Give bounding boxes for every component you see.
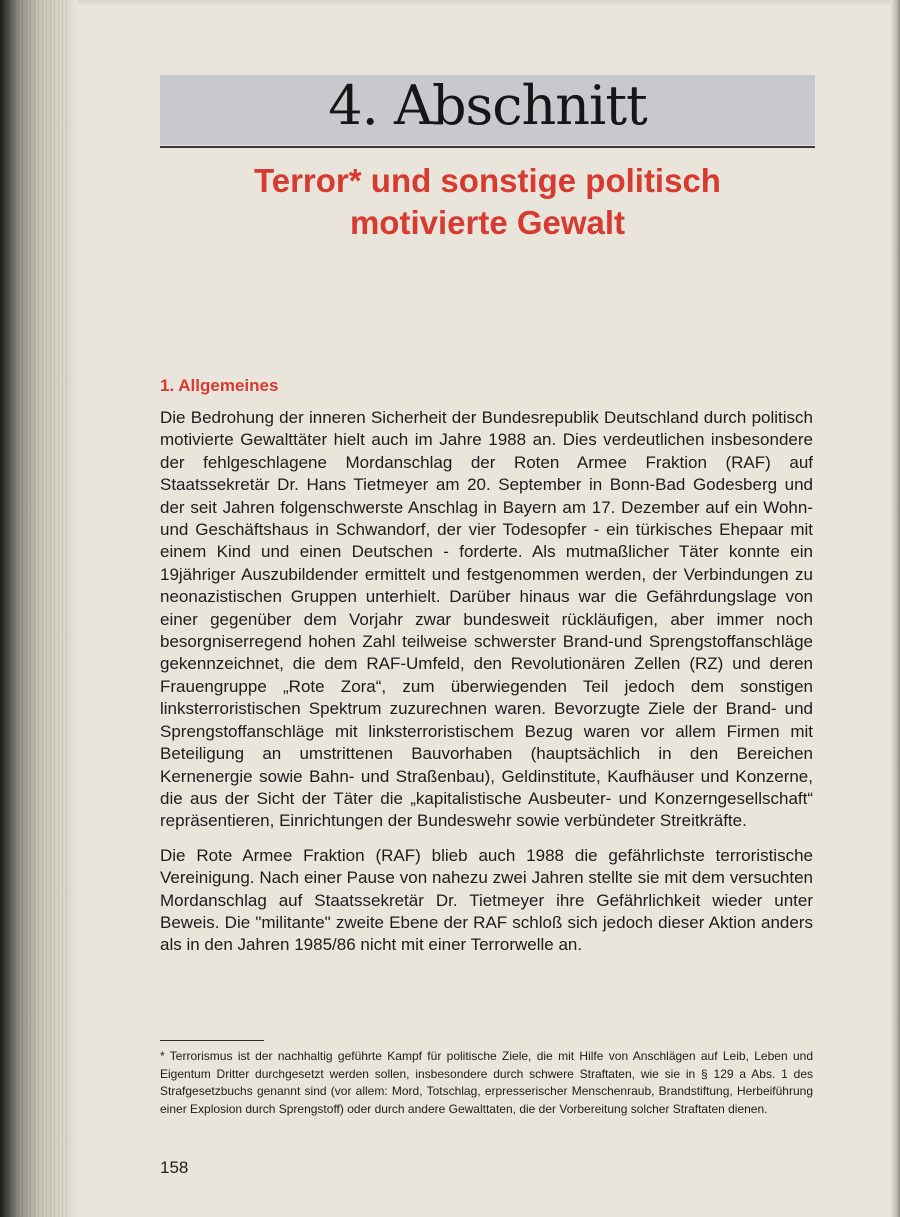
paragraph-1: Die Bedrohung der inneren Sicherheit der Bundesrepublik Deutschland durch politisch motivierte Gewalttäter hielt auch im Jahre 1988 an. Dies verdeutlichen insbesondere der fehlgeschlagene Mordanschlag der Roten Armee Fraktion (RAF) auf Staatssekretär Dr. Hans Tietmeyer am 20. September in Bonn-Bad Godesberg und der seit Jahren folgenschwerste Anschlag in Bayern am 17. Dezember auf ein Wohn- und Geschäftshaus in Schwandorf, der vier Todesopfer - ein türkisches Ehepaar mit einem Kind und einen Deutschen - forderte. Als mutmaßlicher Täter konnte ein 19jähriger Auszubildender ermittelt und festgenommen werden, der Verbindungen zu neonazistischen Gruppen unterhielt. Darüber hinaus war die Gefährdungslage von einer gegenüber dem Vorjahr zwar bundesweit rückläufigen, aber immer noch besorgniserregend hohen Zahl teilweise schwerster Brand-und Sprengstoffanschläge gekennzeichnet, die dem RAF-Umfeld, den Revolutionären Zellen (RZ) und deren Frauengruppe „Rote Zora“, zum überwiegenden Teil jedoch dem sonstigen linksterroristischen Spektrum zuzurechnen waren. Bevorzugte Ziele der Brand- und Sprengstoffanschläge mit linksterroristischem Bezug waren vor allem Firmen mit Beteiligung an umstrittenen Bauvorhaben (hauptsächlich in den Bereichen Kernenergie sowie Bahn- und Straßenbau), Geldinstitute, Kaufhäuser und Konzerne, die aus der Sicht der Täter die „kapitalistische Ausbeuter- und Konzerngesellschaft“ repräsentieren, Einrichtungen der Bundeswehr sowie verbündeter Streitkräfte. [160, 408, 813, 831]
chapter-headline [160, 160, 815, 244]
page-right-edge [890, 0, 900, 1217]
paragraph-2: Die Rote Armee Fraktion (RAF) blieb auch 1988 die gefährlichste terroristische Vereinigung. Nach einer Pause von nahezu zwei Jahren stellte sie mit dem versuchten Mordanschlag auf Staatssekretär Dr. Tietmeyer ihre Gefährlichkeit wieder unter Beweis. Die "militante" zweite Ebene der RAF schloß sich jedoch dieser Aktion anders als in den Jahren 1985/86 nicht mit einer Terrorwelle an. [160, 845, 813, 955]
chapter-title: 4. Abschnitt [328, 74, 647, 137]
book-spine-shadow [0, 0, 78, 1217]
chapter-divider [160, 146, 815, 148]
headline-line-1: Terror* und sonstige politisch [254, 162, 721, 199]
footnote-divider [160, 1040, 264, 1041]
headline-line-2: motivierte Gewalt [349, 204, 626, 241]
page-top-edge [0, 0, 900, 6]
page-number: 158 [160, 1158, 189, 1177]
section-heading: 1. Allgemeines [160, 376, 279, 395]
body-text [160, 407, 813, 969]
page-edge-lines [14, 0, 70, 1217]
footnote: * Terrorismus ist der nachhaltig geführte Kampf für politische Ziele, die mit Hilfe von Anschlägen auf Leib, Leben und Eigentum Dritter durchgesetzt werden sollen, insbesondere durch schwere Straftaten, wie sie in § 129 a Abs. 1 des Strafgesetzbuchs genannt sind (vor allem: Mord, Totschlag, erpresserischer Menschenraub, Brandstiftung, Herbeiführung einer Explosion durch Sprengstoff) oder durch andere Gewalttaten, die der Vorbereitung solcher Straftaten dienen. [160, 1049, 813, 1116]
